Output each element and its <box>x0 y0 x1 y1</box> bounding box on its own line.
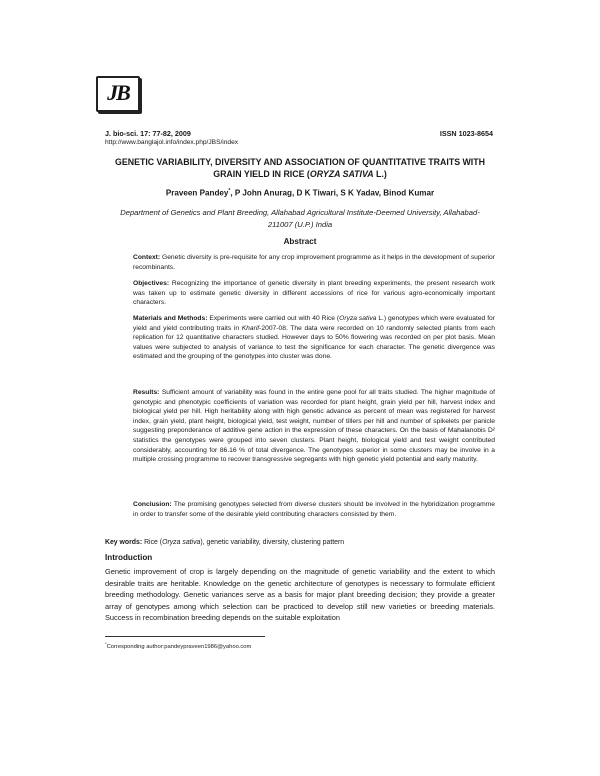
abstract-methods: Materials and Methods: Experiments were carried out with 40 Rice (Oryza sativa L.) genotypes which were evaluated for yield and yield contributing traits in Kharif-2007-08. The data were recorded on 10 randomly selected plants from each replication for 12 quantitative characters studied. However days to 50% flowering was recorded on per plot basis. Mean values were subjected to analysis of variance to test the significance for each character. The genetic divergence was estimated and the grouping of the genotypes into cluster was done. <box>133 315 496 361</box>
paper-title: GENETIC VARIABILITY, DIVERSITY AND ASSOCIATION OF QUANTITATIVE TRAITS WITH GRAIN YIELD IN RICE (ORYZA SATIVA L.) <box>115 157 485 179</box>
footnote: *Corresponding author:pandeypraveen1986@yahoo.com <box>105 641 252 650</box>
footnote-divider <box>105 636 265 637</box>
issn: ISSN 1023-8654 <box>439 129 493 138</box>
corresponding-author-mark: * <box>228 188 231 194</box>
journal-citation: J. bio-sci. 17: 77-82, 2009 <box>105 129 191 138</box>
journal-logo-text: JB <box>107 80 129 105</box>
journal-logo <box>96 76 140 112</box>
keywords: Key words: Rice (Oryza sativa), genetic variability, diversity, clustering pattern <box>105 539 345 546</box>
abstract-objectives: Objectives: Recognizing the importance of genetic diversity in plant breeding experiments, the present research work was taken up to estimate genetic diversity in different accessions of rice for various agro-economically important characters. <box>133 280 495 307</box>
introduction-heading: Introduction <box>105 553 153 562</box>
introduction-text: Genetic improvement of crop is largely depending on the magnitude of genetic variability and the extent to which desirable traits are heritable. Knowledge on the genetic architecture of genotypes is necessary to formulate efficient breeding methodology. Genetic variances serve as a basis for major plant breeding decision; they provide a greater array of genotypes among which selection can be practiced to develop still new varieties or breeding materials. Success in recombination breeding depends on the suitable exploitation <box>105 567 495 623</box>
abstract-conclusion: Conclusion: The promising genotypes selected from diverse clusters should be involved in the hybridization programme in order to transfer some of the desirable yield contributing characters consisted by them. <box>133 501 495 518</box>
author-list: Praveen Pandey*, P John Anurag, D K Tiwari, S K Yadav, Binod Kumar <box>165 188 435 198</box>
abstract-results: Results: Sufficient amount of variability was found in the entire gene pool for all traits studied. The higher magnitude of genotypic and phenotypic coefficients of variation was recorded for plant height, grain yield per hill, harvest index and biological yield per hill. High heritability along with high genetic advance as percent of mean was registered for harvest index, grain yield, plant height, biological yield, test weight, number of tillers per hill and number of spikelets per panicle suggesting preponderance of additive gene action in the expression of these characters. On the basis of Mahalanobis D² statistics the genotypes were grouped into seven clusters. Plant height, biological yield and test weight contributed considerably, accounting for 86.16 % of total divergence. The genotypes superior in some clusters may be involve in a multiple crossing programme to recover transgressive segregants with high genetic yield potential and early maturity. <box>133 389 495 464</box>
journal-url[interactable]: http://www.banglajol.info/index.php/JBS/index <box>105 139 239 146</box>
footnote-mark: * <box>105 641 107 646</box>
abstract-heading: Abstract <box>283 237 317 246</box>
abstract-context: Context: Genetic diversity is pre-requisite for any crop improvement programme as it helps in the development of superior recombinants. <box>133 254 495 271</box>
affiliation: Department of Genetics and Plant Breeding, Allahabad Agricultural Institute-Deemed University, Allahabad-211007 (U.P.) India <box>120 208 480 229</box>
